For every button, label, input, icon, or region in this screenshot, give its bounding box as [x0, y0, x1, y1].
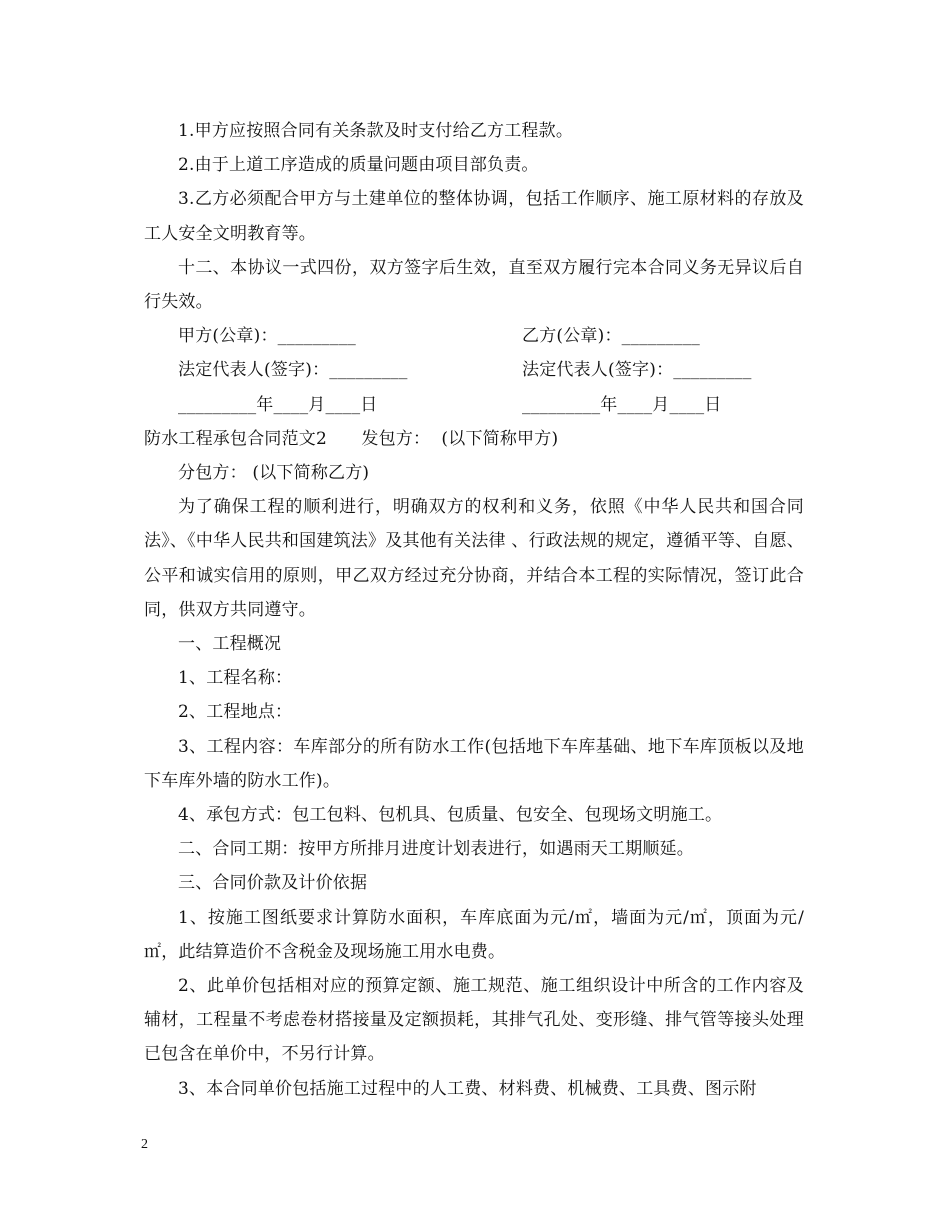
section-heading: 防水工程承包合同范文2 发包方： (以下简称甲方): [144, 428, 559, 449]
paragraph: 1、工程名称：: [178, 668, 293, 689]
paragraph: 三、合同价款及计价依据: [178, 873, 368, 894]
party-b-seal-line: 乙方(公章)：_________: [522, 326, 700, 347]
party-b-date-line: _________年____月____日: [522, 394, 722, 415]
paragraph: 为了确保工程的顺利进行，明确双方的权利和义务，依照《中华人民共和国合同法》、《中华人民共和国建筑法》及其他有关法律 、行政法规的规定，遵循平等、自愿、公平和诚实信用的原则，甲乙双方经过充分协商，并结合本工程的实际情况，签订此合同，供双方共同遵守。: [144, 497, 804, 620]
paragraph: 二、合同工期：按甲方所排月进度计划表进行，如遇雨天工期顺延。: [178, 839, 694, 860]
paragraph: 1、按施工图纸要求计算防水面积，车库底面为元/㎡，墙面为元/㎡，顶面为元/㎡，此结算造价不含税金及现场施工用水电费。: [144, 907, 804, 962]
page-number: 2: [141, 1137, 148, 1152]
paragraph: 3、工程内容：车库部分的所有防水工作(包括地下车库基础、地下车库顶板以及地下车库外墙的防水工作)。: [144, 736, 804, 791]
paragraph: 十二、本协议一式四份，双方签字后生效，直至双方履行完本合同义务无异议后自行失效。: [144, 257, 804, 313]
paragraph: 2.由于上道工序造成的质量问题由项目部负责。: [178, 155, 539, 176]
party-b-representative-line: 法定代表人(签字)：_________: [522, 360, 752, 381]
signature-row-seal: [178, 319, 804, 353]
paragraph: 3、本合同单价包括施工过程中的人工费、材料费、机械费、工具费、图示附: [178, 1078, 757, 1099]
paragraph: 4、承包方式：包工包料、包机具、包质量、包安全、包现场文明施工。: [178, 805, 723, 826]
party-a-seal-line: 甲方(公章)：_________: [178, 326, 356, 347]
party-a-date-line: _________年____月____日: [178, 394, 378, 415]
paragraph: 分包方： (以下简称乙方): [178, 463, 370, 484]
signature-row-date: [178, 388, 804, 422]
signature-row-representative: [178, 353, 804, 387]
paragraph: 一、工程概况: [178, 634, 282, 655]
party-a-representative-line: 法定代表人(签字)：_________: [178, 360, 408, 381]
paragraph: 2、工程地点：: [178, 702, 293, 723]
document-body: [144, 114, 804, 1106]
paragraph: 1.甲方应按照合同有关条款及时支付给乙方工程款。: [178, 121, 574, 141]
paragraph: 2、此单价包括相对应的预算定额、施工规范、施工组织设计中所含的工作内容及辅材，工程量不考虑卷材搭接量及定额损耗，其排气孔处、变形缝、排气管等接头处理已包含在单价中，不另行计算。: [144, 976, 804, 1065]
paragraph: 3.乙方必须配合甲方与土建单位的整体协调，包括工作顺序、施工原材料的存放及工人安全文明教育等。: [144, 189, 804, 244]
